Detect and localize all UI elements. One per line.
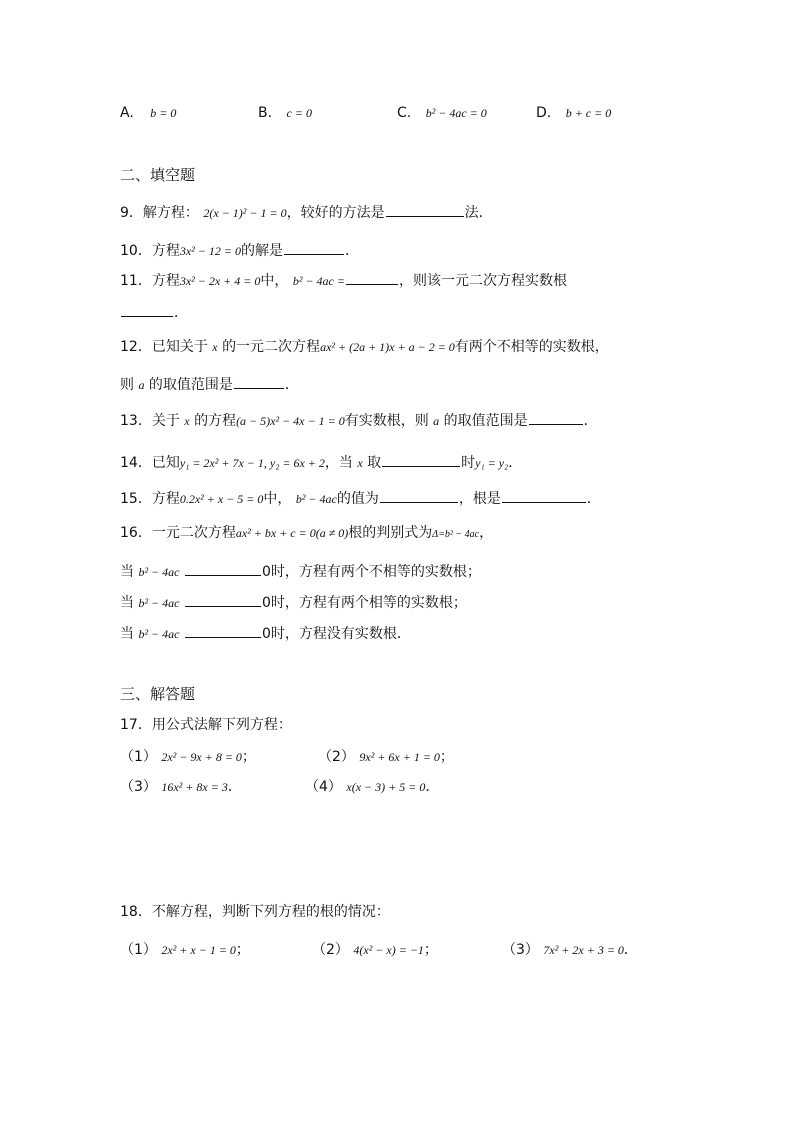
option-d [536, 104, 611, 122]
q12-var-a: a [138, 378, 145, 392]
q11-number: 11． [120, 273, 152, 289]
q14-condition: y₁ = y₂ [475, 456, 509, 470]
q12-var-x: x [212, 340, 218, 354]
q15-text: 方程 [151, 491, 180, 507]
q18-item-1-equation: 2x² + x − 1 = 0 [161, 943, 236, 957]
q10-text: 方程 [151, 243, 180, 259]
q17-item-1-end: ； [241, 749, 256, 765]
q16-case-1-expr: b² − 4ac [138, 565, 180, 579]
q11-text-3: ，则该一元二次方程实数根 [398, 273, 567, 289]
q10-answer-blank[interactable] [284, 240, 344, 255]
q17-item-2 [318, 748, 454, 766]
q14-text-5: ． [508, 455, 523, 471]
q18-number: 18． [120, 904, 152, 920]
q16-text-3: ， [479, 525, 494, 541]
q15-text-5: ． [586, 491, 601, 507]
q16-equation: ax² + bx + c = 0(a ≠ 0) [235, 526, 349, 540]
question-9 [120, 202, 493, 222]
q18-item-2-equation: 4(x² − x) = −1 [353, 943, 424, 957]
q13-var-a: a [433, 414, 440, 428]
option-c-label: C. [397, 105, 412, 121]
q17-item-3-end: ． [227, 779, 242, 795]
q14-text: 已知 [151, 455, 180, 471]
q15-equation: 0.2x² + x − 5 = 0 [179, 492, 264, 506]
q12-text-5: 的取值范围是 [148, 377, 233, 393]
section-title-fill-in: 二、填空题 [120, 166, 196, 184]
question-11-cont [120, 302, 188, 322]
q16-case-1-text-2: 0时，方程有两个不相等的实数根； [261, 564, 481, 580]
question-12 [120, 338, 609, 356]
q11-roots-blank[interactable] [121, 302, 173, 317]
q16-case-1-text: 当 [120, 564, 134, 580]
q17-number: 17． [120, 717, 152, 733]
q16-case-2-expr: b² − 4ac [138, 596, 180, 610]
q9-equation: 2(x − 1)² − 1 = 0 [203, 206, 287, 220]
q9-text-3: 法． [464, 205, 493, 221]
q16-case-1-blank[interactable] [185, 561, 261, 576]
option-c-math: b² − 4ac = 0 [425, 106, 487, 120]
q10-equation: 3x² − 12 = 0 [179, 244, 241, 258]
q16-number: 16． [120, 525, 152, 541]
q15-text-3: 的值为 [336, 491, 379, 507]
q17-item-1 [120, 748, 256, 766]
q17-item-4-number: （4） [305, 779, 342, 795]
q10-text-2: 的解是 [240, 243, 283, 259]
q16-case-2-text: 当 [120, 595, 134, 611]
q18-item-2-number: （2） [312, 942, 349, 958]
q17-item-4-end: ． [425, 779, 440, 795]
question-16-case-3 [120, 623, 411, 643]
option-c [397, 104, 487, 122]
option-b-label: B. [258, 105, 273, 121]
question-15 [120, 488, 601, 508]
q15-discriminant: b² − 4ac [295, 492, 337, 506]
option-b [258, 104, 312, 122]
question-12-cont [120, 374, 299, 394]
q9-answer-blank[interactable] [386, 202, 464, 217]
q9-text: 解方程： [142, 205, 199, 221]
q17-item-3-equation: 16x² + 8x = 3 [161, 780, 228, 794]
q12-text-4: 则 [120, 377, 134, 393]
q18-item-1-end: ； [235, 942, 250, 958]
q12-equation: ax² + (2a + 1)x + a − 2 = 0 [320, 340, 455, 354]
option-b-math: c = 0 [286, 106, 312, 120]
q15-text-4: ，根是 [458, 491, 501, 507]
q16-text: 一元二次方程 [151, 525, 236, 541]
q18-item-3-equation: 7x² + 2x + 3 = 0 [543, 943, 624, 957]
q12-number: 12． [120, 339, 152, 355]
q15-value-blank[interactable] [380, 488, 458, 503]
q12-text-3: 有两个不相等的实数根， [454, 339, 609, 355]
q14-text-3: 取 [367, 455, 382, 471]
q16-case-3-expr: b² − 4ac [138, 627, 180, 641]
option-d-label: D. [536, 105, 552, 121]
q13-text-4: 的取值范围是 [443, 413, 528, 429]
q18-item-3-number: （3） [502, 942, 539, 958]
q17-item-3 [120, 778, 242, 796]
question-17 [120, 716, 292, 734]
question-16 [120, 524, 493, 544]
q18-item-1-number: （1） [120, 942, 157, 958]
q15-text-2: 中， [263, 491, 292, 507]
q13-number: 13． [120, 413, 152, 429]
q14-text-4: 时 [461, 455, 476, 471]
q17-item-1-number: （1） [120, 749, 157, 765]
q16-case-2-text-2: 0时，方程有两个相等的实数根； [261, 595, 467, 611]
q14-answer-blank[interactable] [382, 452, 460, 467]
q11-discriminant: b² − 4ac = [292, 274, 345, 288]
q18-item-3 [502, 941, 638, 959]
q11-text-2: 中， [260, 273, 289, 289]
q17-item-1-equation: 2x² − 9x + 8 = 0 [161, 750, 242, 764]
q13-text-5: ． [583, 413, 598, 429]
question-13 [120, 410, 598, 430]
q18-item-2 [312, 941, 438, 959]
q12-answer-blank[interactable] [234, 374, 284, 389]
q14-var-x: x [357, 456, 363, 470]
q16-case-2-blank[interactable] [185, 592, 261, 607]
q13-text-2: 的方程 [194, 413, 237, 429]
q18-item-2-end: ； [423, 942, 438, 958]
q17-item-2-equation: 9x² + 6x + 1 = 0 [359, 750, 440, 764]
option-a-label: A. [120, 105, 134, 121]
q9-text-2: ，较好的方法是 [286, 205, 385, 221]
q11-discriminant-blank[interactable] [346, 270, 398, 285]
q12-text-6: ． [284, 377, 299, 393]
q12-text-2: 的一元二次方程 [222, 339, 321, 355]
q17-item-3-number: （3） [120, 779, 157, 795]
q13-var-x: x [184, 414, 190, 428]
q13-text: 关于 [151, 413, 180, 429]
q15-number: 15． [120, 491, 152, 507]
question-16-case-1 [120, 561, 481, 581]
q14-equations: y₁ = 2x² + 7x − 1, y₂ = 6x + 2 [179, 456, 325, 470]
question-14 [120, 452, 522, 472]
q16-case-3-text: 当 [120, 626, 134, 642]
option-d-math: b + c = 0 [565, 106, 612, 120]
q17-item-2-end: ； [439, 749, 454, 765]
q11-text: 方程 [151, 273, 180, 289]
question-18 [120, 903, 390, 921]
q14-text-2: ，当 [324, 455, 353, 471]
question-11 [120, 270, 567, 290]
q10-number: 10． [120, 243, 152, 259]
q13-answer-blank[interactable] [529, 410, 583, 425]
q17-text: 用公式法解下列方程： [151, 717, 292, 733]
q13-text-3: 有实数根，则 [344, 413, 429, 429]
q13-equation: (a − 5)x² − 4x − 1 = 0 [236, 414, 345, 428]
q9-number: 9． [120, 205, 143, 221]
q18-text: 不解方程，判断下列方程的根的情况： [151, 904, 390, 920]
q15-roots-blank[interactable] [502, 488, 586, 503]
question-16-case-2 [120, 592, 467, 612]
q17-item-2-number: （2） [318, 749, 355, 765]
section-title-solve: 三、解答题 [120, 685, 196, 703]
q10-text-3: ． [344, 243, 359, 259]
q14-number: 14． [120, 455, 152, 471]
q16-text-2: 根的判别式为 [348, 525, 433, 541]
q11-equation: 3x² − 2x + 4 = 0 [179, 274, 261, 288]
q16-discriminant-def: Δ=b² − 4ac [432, 529, 480, 540]
q16-case-3-blank[interactable] [185, 623, 261, 638]
q11-text-4: ． [174, 305, 188, 321]
q12-text: 已知关于 [151, 339, 208, 355]
q18-item-1 [120, 941, 250, 959]
option-a [120, 104, 176, 122]
option-a-math: b = 0 [150, 106, 177, 120]
q16-case-3-text-2: 0时，方程没有实数根． [261, 626, 411, 642]
question-10 [120, 240, 359, 260]
q17-item-4 [305, 778, 439, 796]
q17-item-4-equation: x(x − 3) + 5 = 0 [346, 780, 426, 794]
q18-item-3-end: ． [623, 942, 638, 958]
